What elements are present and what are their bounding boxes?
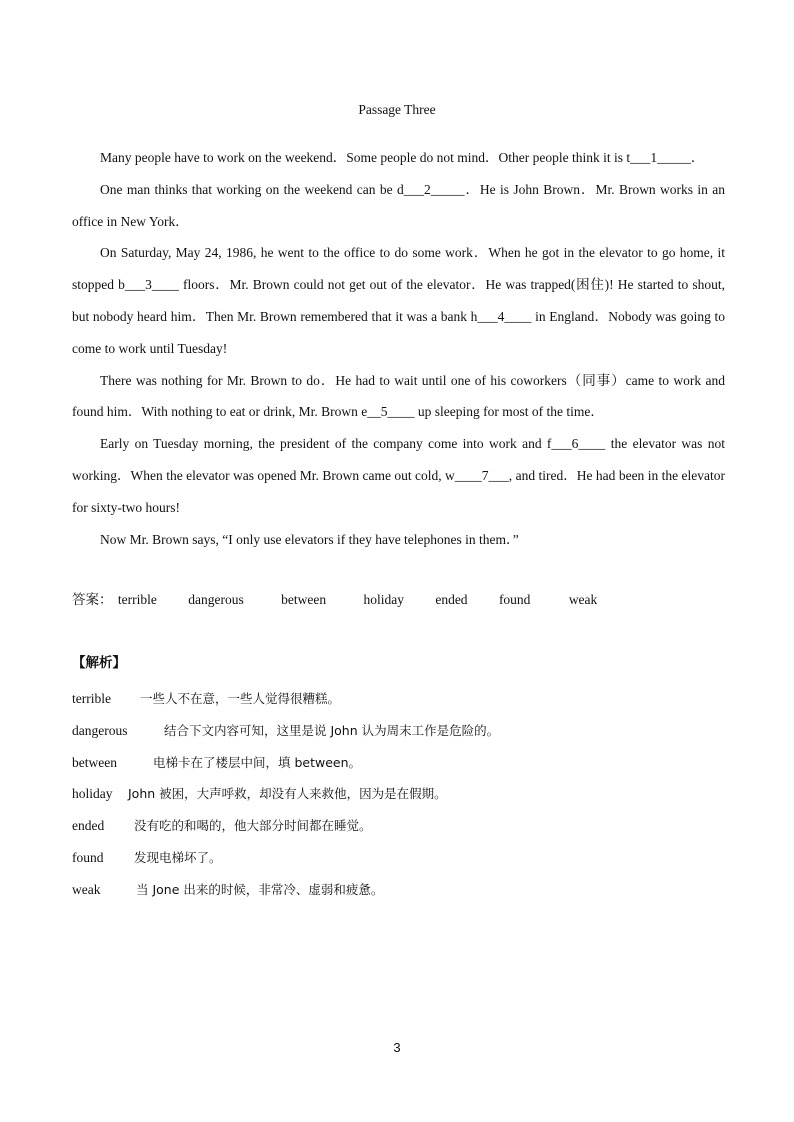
analysis-item: [72, 778, 499, 810]
paragraph-1: Many people have to work on the weekend．Some people do not mind．Other people think it is t___1_____．: [100, 150, 705, 165]
answer-word-1: terrible: [117, 592, 157, 607]
paragraph-3: On Saturday, May 24, 1986, he went to the office to do some work．When he got in the elevator to go home, it stopped b___3____ floors．Mr. Brown could not get out of the elevator．He was trapped(困住)! He started to shout, but nobody heard him．Then Mr. Brown remembered that it was a bank h___4____ in England．Nobody was going to come to work until Tuesday!: [72, 245, 725, 356]
analysis-word: ended: [72, 818, 105, 834]
analysis-item: [72, 683, 499, 715]
passage-title: Passage Three: [358, 102, 436, 117]
analysis-explanation: 发现电梯坏了。: [134, 849, 222, 865]
analysis-word: terrible: [72, 691, 111, 706]
analysis-item: [72, 810, 499, 842]
answer-word-3: between: [281, 592, 327, 607]
paragraph-6: Now Mr. Brown says, “I only use elevators if they have telephones in them．”: [100, 531, 519, 547]
answer-word-2: dangerous: [188, 592, 244, 607]
passage-body: [72, 142, 725, 555]
analysis-word: dangerous: [72, 722, 128, 738]
analysis-explanation: 结合下文内容可知，这里是说 John 认为周末工作是危险的。: [164, 722, 500, 738]
analysis-item: [72, 874, 499, 906]
analysis-explanation: 没有吃的和喝的，他大部分时间都在睡觉。: [134, 818, 372, 834]
paragraph-5: Early on Tuesday morning, the president of the company come into work and f___6____ the elevator was not working．When the elevator was opened Mr. Brown came out cold, w____7___, and tired．He had been in the elevator for sixty-two hours!: [72, 436, 725, 515]
analysis-explanation: John 被困，大声呼救，却没有人来救他，因为是在假期。: [128, 786, 447, 802]
answer-word-4: holiday: [363, 592, 404, 607]
analysis-explanation: 当 Jone 出来的时候，非常冷、虚弱和疲惫。: [136, 881, 384, 897]
paragraph-2: One man thinks that working on the weekend can be d___2_____．He is John Brown．Mr. Brown works in an office in New York．: [72, 181, 725, 229]
analysis-item: [72, 715, 499, 747]
answer-line: [72, 588, 623, 608]
paragraph-4: There was nothing for Mr. Brown to do．He had to wait until one of his coworkers（同事）came to work and found him．With nothing to eat or drink, Mr. Brown e__5____ up sleeping for most of the time．: [72, 372, 725, 420]
analysis-word: holiday: [72, 786, 113, 802]
analysis-item: [72, 747, 499, 779]
analysis-heading: 【解析】: [72, 655, 126, 671]
analysis-explanation: 电梯卡在了楼层中间，填 between。: [153, 754, 362, 770]
answer-word-7: weak: [568, 592, 598, 607]
analysis-word: weak: [72, 881, 101, 897]
answer-label: 答案：: [72, 592, 113, 607]
analysis-item: [72, 842, 499, 874]
analysis-explanation: 一些人不在意，一些人觉得很糟糕。: [140, 691, 341, 706]
analysis-list: [72, 683, 499, 906]
analysis-word: between: [72, 754, 117, 770]
analysis-word: found: [72, 849, 104, 865]
page-number: 3: [393, 1040, 401, 1055]
answer-word-5: ended: [435, 592, 468, 607]
answer-word-6: found: [498, 592, 531, 607]
